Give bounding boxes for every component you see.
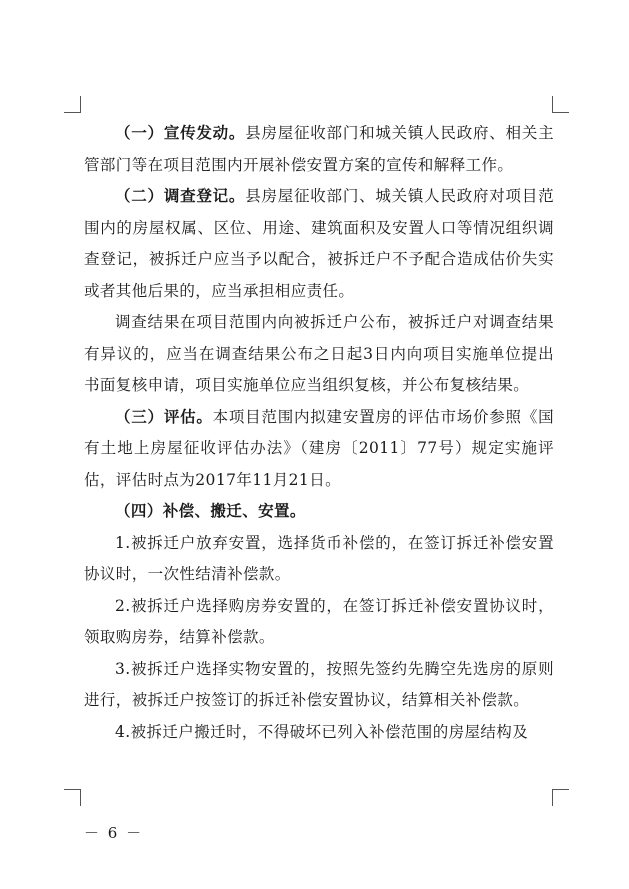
paragraph-lead: （三）评估。 [115,407,213,426]
document-body [84,118,554,748]
paragraph-text: 本项目范围内拟建安置房的评估市场价参照《国有土地上房屋征收评估办法》（建房〔2011〕77号）规定实施评估，评估时点为2017年11月21日。 [84,407,554,489]
paragraph-text: 2.被拆迁户选择购房券安置的，在签订拆迁补偿安置协议时，领取购房券，结算补偿款。 [84,596,554,646]
paragraph-item-4 [84,717,554,749]
paragraph-text: 3.被拆迁户选择实物安置的，按照先签约先腾空先选房的原则进行，被拆迁户按签订的拆迁补偿安置协议，结算相关补偿款。 [84,659,554,709]
paragraph-item-2 [84,591,554,654]
crop-mark-bottom-left [64,789,81,806]
crop-mark-top-right [552,96,569,113]
crop-mark-top-left [64,96,81,113]
paragraph-text: 1.被拆迁户放弃安置，选择货币补偿的，在签订拆迁补偿安置协议时，一次性结清补偿款。 [84,533,554,583]
paragraph-item-3 [84,654,554,717]
crop-mark-bottom-right [552,789,569,806]
paragraph-survey-results [84,307,554,402]
paragraph-lead: （一）宣传发动。 [115,124,246,142]
paragraph-text: 县房屋征收部门和城关镇人民政府、相关主管部门等在项目范围内开展补偿安置方案的宣传和解释工作。 [84,124,554,174]
paragraph-compensation-heading [84,496,554,528]
paragraph-lead: （二）调查登记。 [115,187,246,205]
page-number: － 6 － [84,824,144,842]
paragraph-item-1 [84,528,554,591]
paragraph-text: 4.被拆迁户搬迁时，不得破坏已列入补偿范围的房屋结构及 [115,722,529,741]
paragraph-publicity [84,118,554,181]
paragraph-lead: （四）补偿、搬迁、安置。 [115,502,306,520]
paragraph-survey [84,181,554,307]
paragraph-text: 县房屋征收部门、城关镇人民政府对项目范围内的房屋权属、区位、用途、建筑面积及安置人口等情况组织调查登记，被拆迁户应当予以配合，被拆迁户不予配合造成估价失实或者其他后果的，应当承担相应责任。 [84,187,554,300]
paragraph-text: 调查结果在项目范围内向被拆迁户公布，被拆迁户对调查结果有异议的，应当在调查结果公布之日起3日内向项目实施单位提出书面复核申请，项目实施单位应当组织复核，并公布复核结果。 [84,313,554,394]
paragraph-evaluation [84,402,554,497]
